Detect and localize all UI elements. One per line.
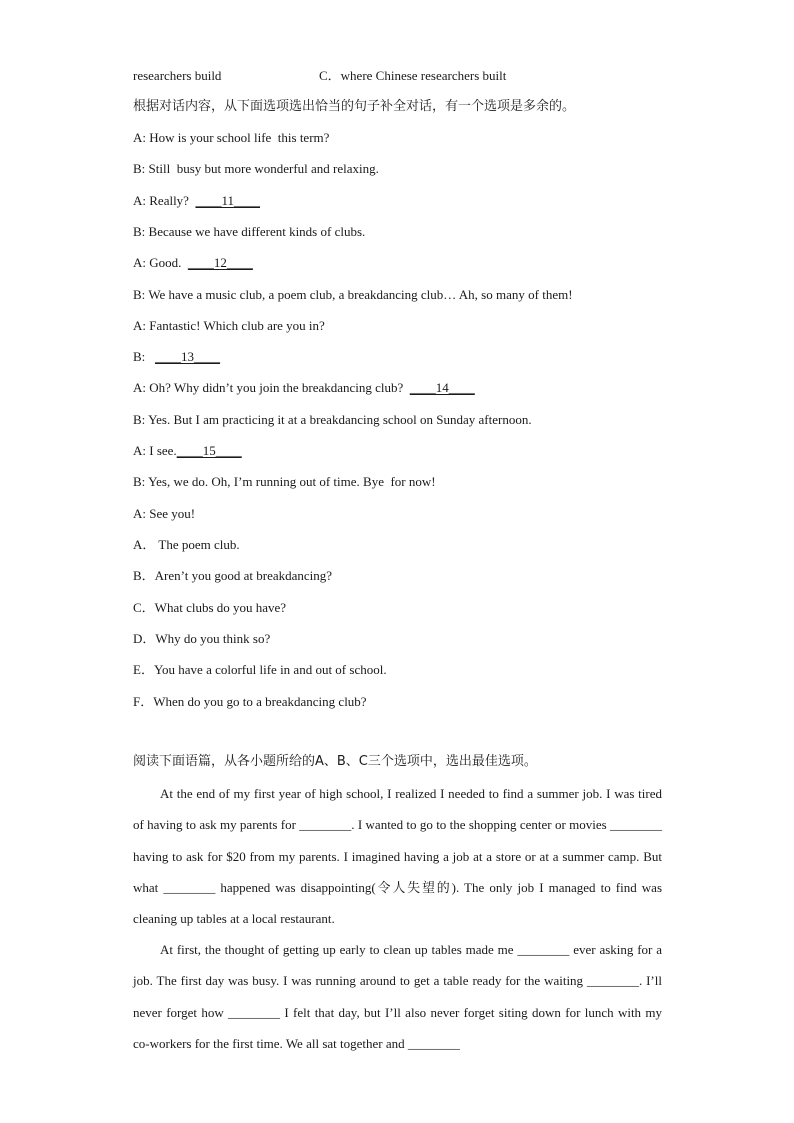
dialogue-text: How is your school life this term? <box>149 130 330 145</box>
option-item: E．You have a colorful life in and out of school. <box>133 662 387 678</box>
speaker-label: A: <box>133 130 150 145</box>
dialogue-line <box>133 193 260 209</box>
dialogue-line <box>133 318 325 334</box>
dialogue-text: Yes, we do. Oh, I’m running out of time. Bye for now! <box>148 474 436 490</box>
option-item: B．Aren’t you good at breakdancing? <box>133 568 333 584</box>
answer-blank[interactable]: ____15____ <box>176 443 242 458</box>
speaker-label: A: <box>133 505 150 521</box>
speaker-label: A: <box>133 317 150 333</box>
option-item: D．Why do you think so? <box>133 630 271 646</box>
dialogue-line <box>133 255 253 271</box>
section2-instruction: 阅读下面语篇，从各小题所给的A、B、C三个选项中，选出最佳选项。 <box>133 754 537 769</box>
dialogue-text: See you! <box>149 505 196 521</box>
speaker-label: B: <box>133 161 149 177</box>
speaker-label: A: <box>133 255 150 271</box>
dialogue-text: Good. <box>149 255 188 271</box>
dialogue-line <box>133 506 195 522</box>
dialogue-text: Yes. But I am practicing it at a breakdancing school on Sunday afternoon. <box>148 411 532 427</box>
speaker-label: A: <box>133 443 150 458</box>
speaker-label: B: <box>133 349 149 365</box>
dialogue-text: Really? <box>149 192 196 208</box>
answer-blank[interactable]: ____13____ <box>155 349 221 365</box>
option-item: F．When do you go to a breakdancing club? <box>133 693 367 709</box>
speaker-label: A: <box>133 380 150 396</box>
dialogue-line <box>133 412 532 428</box>
section1-instruction: 根据对话内容，从下面选项选出恰当的句子补全对话，有一个选项是多余的。 <box>133 99 576 114</box>
option-item: A． The poem club. <box>133 537 240 552</box>
dialogue-line <box>133 130 329 146</box>
dialogue-line <box>133 161 379 177</box>
dialogue-line <box>133 380 475 396</box>
passage-paragraph-2: At first, the thought of getting up early to clean up tables made me ________ ever asking for a job. The first day was busy. I was running around to get a table ready for the waiting ________. I’ll never forget how ________ I felt that day, but I’ll also never forget siting down for lunch with my co-workers for the first time. We all sat together and ________ <box>133 942 662 1051</box>
speaker-label: B: <box>133 223 149 239</box>
speaker-label: B: <box>133 474 149 490</box>
dialogue-line <box>133 287 573 303</box>
dialogue-line <box>133 443 242 459</box>
dialogue-text: Oh? Why didn’t you join the breakdancing club? <box>149 380 410 396</box>
dialogue-line <box>133 474 436 490</box>
dialogue-text: Still busy but more wonderful and relaxing. <box>148 161 379 177</box>
dialogue-text: Fantastic! Which club are you in? <box>149 317 325 333</box>
speaker-label: B: <box>133 286 149 302</box>
previous-question-fragment <box>133 68 507 84</box>
option-fragment-left: researchers build <box>133 68 222 83</box>
answer-blank[interactable]: ____11____ <box>195 192 260 208</box>
dialogue-text: We have a music club, a poem club, a breakdancing club… Ah, so many of them! <box>148 286 573 302</box>
dialogue-line <box>133 224 365 240</box>
speaker-label: B: <box>133 411 149 427</box>
passage-paragraph-1: At the end of my first year of high school, I realized I needed to find a summer job. I was tired of having to ask my parents for ________. I wanted to go to the shopping center or movies ________ having to ask for $20 from my parents. I imagined having a job at a store or at a summer camp. But what ________ happened was disappointing(令人失望的). The only job I managed to find was cleaning up tables at a local restaurant. <box>133 786 662 927</box>
speaker-label: A: <box>133 192 150 208</box>
option-c-fragment: C．where Chinese researchers built <box>319 68 507 83</box>
dialogue-line <box>133 349 220 365</box>
answer-blank[interactable]: ____12____ <box>187 255 253 271</box>
answer-blank[interactable]: ____14____ <box>409 380 475 396</box>
dialogue-text: Because we have different kinds of clubs. <box>148 223 366 239</box>
dialogue-text: I see. <box>149 443 177 458</box>
option-item: C．What clubs do you have? <box>133 599 287 615</box>
